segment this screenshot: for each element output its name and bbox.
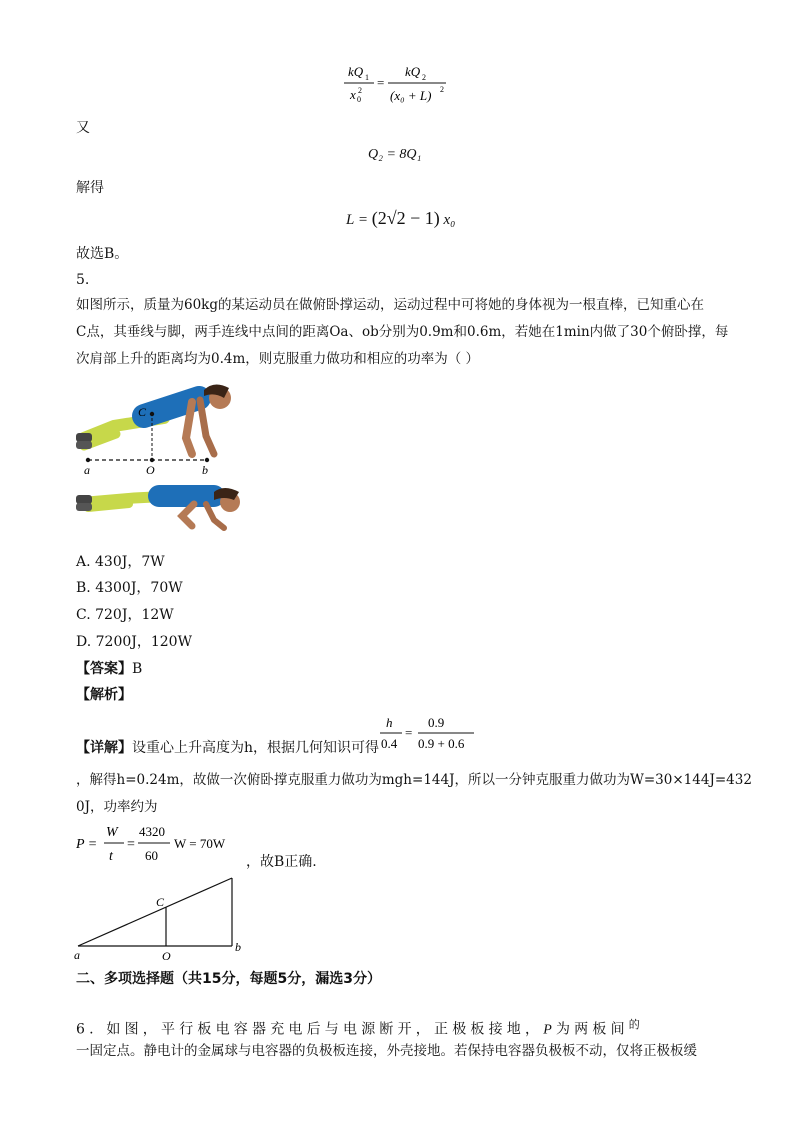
question6-line1	[76, 1015, 644, 1041]
svg-text:=: =	[377, 75, 385, 90]
detail-line1	[76, 738, 379, 758]
eq1-right-den: (x₀ + L)	[390, 88, 432, 103]
eq1-left-num: kQ	[348, 64, 364, 79]
eq3-mid: (2√2 − 1)	[371, 208, 440, 228]
option-c[interactable]: C. 720J，12W	[76, 607, 174, 623]
power-w: W	[106, 825, 118, 840]
q6-text2: 为两板间	[555, 1021, 629, 1038]
power-num: 4320	[139, 824, 165, 839]
q6-sup: 的	[628, 1018, 644, 1031]
analysis-tag: 【解析】	[76, 687, 132, 703]
answer-value: B	[132, 661, 143, 677]
option-b[interactable]: B. 4300J，70W	[76, 580, 183, 596]
eq1-right-num: kQ	[405, 64, 421, 79]
power-den: 60	[145, 848, 158, 863]
section2-heading: 二、多项选择题（共15分，每题5分，漏选3分）	[76, 971, 381, 987]
frac-sum: 0.9 + 0.6	[418, 736, 465, 751]
power-result: W = 70W	[174, 836, 226, 851]
q6-p: P	[543, 1022, 556, 1038]
question6-line2: 一固定点。静电计的金属球与电容器的负极板连接，外壳接地。若保持电容器负极板不动，仅将正极板缓	[76, 1043, 697, 1059]
eq1-left-num-sub: 1	[365, 73, 369, 82]
equation-coulomb-balance	[330, 58, 470, 110]
answer-line	[76, 659, 142, 679]
equation-charge-ratio: Q₂ = 8Q₁	[368, 147, 422, 162]
frac-09: 0.9	[428, 715, 445, 730]
svg-text:a: a	[74, 948, 80, 962]
eq3-left: L =	[346, 212, 368, 228]
question5-line3: 次肩部上升的距离均为0.4m，则克服重力做功和相应的功率为（ ）	[76, 351, 480, 367]
fig-label-c: C	[138, 405, 147, 419]
power-p: P =	[76, 837, 98, 852]
fig-label-a: a	[84, 463, 90, 477]
pushup-figure-up	[74, 378, 246, 478]
question5-line2: C点，其垂线与脚，两手连线中点间的距离Oa、ob分别为0.9m和0.6m，若她在1min内做了30个俯卧撑，每	[76, 324, 729, 340]
q6-text1: 6. 如图，平行板电容器充电后与电源断开，正极板接地，	[76, 1021, 544, 1038]
answer-tag: 【答案】	[76, 661, 132, 677]
svg-text:C: C	[156, 895, 165, 909]
option-a[interactable]: A. 430J，7W	[76, 554, 165, 570]
detail-line3: 0J，功率约为	[76, 799, 158, 815]
question5-line1: 如图所示，质量为60kg的某运动员在做俯卧撑运动，运动过程中可将她的身体视为一根直棒，已知重心在	[76, 297, 704, 313]
pushup-figure-down	[74, 480, 246, 542]
question5-number: 5.	[76, 272, 90, 288]
equation-l-result	[346, 208, 455, 229]
equation-height-ratio	[378, 712, 478, 756]
frac-h: h	[386, 715, 393, 730]
detail-line2: ，解得h=0.24m，故做一次俯卧撑克服重力做功为mgh=144J，所以一分钟克服重力做功为W=30×144J=432	[76, 772, 752, 788]
fig-label-o: O	[146, 463, 155, 477]
text-choose-b: 故选B。	[76, 246, 129, 262]
svg-text:=: =	[127, 837, 135, 852]
option-d[interactable]: D. 7200J，120W	[76, 634, 192, 650]
eq1-right-den-sup: 2	[440, 85, 444, 94]
fig-label-b: b	[202, 463, 208, 477]
lever-triangle-diagram	[72, 870, 252, 962]
svg-text:O: O	[162, 949, 171, 962]
eq1-left-den: x	[350, 87, 356, 102]
svg-text:b: b	[235, 940, 241, 954]
power-t: t	[109, 849, 113, 864]
detail-text1: 设重心上升高度为h，根据几何知识可得	[132, 740, 380, 756]
eq3-right: x₀	[443, 212, 456, 228]
power-conclude: ，故B正确.	[246, 854, 317, 870]
text-you: 又	[76, 120, 90, 136]
eq1-right-num-sub: 2	[422, 73, 426, 82]
detail-tag: 【详解】	[76, 740, 132, 756]
text-solve: 解得	[76, 180, 104, 196]
svg-text:=: =	[405, 725, 413, 740]
eq1-left-den-sub: 0	[357, 95, 361, 104]
eq1-left-den-sup: 2	[358, 86, 362, 95]
frac-04: 0.4	[381, 736, 398, 751]
equation-power	[76, 820, 246, 868]
